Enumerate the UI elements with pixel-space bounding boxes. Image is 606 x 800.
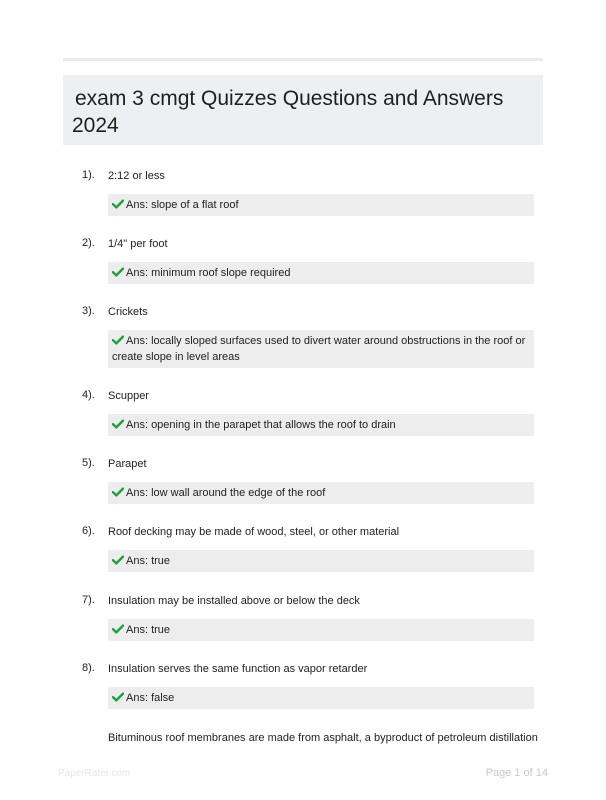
page-number: Page 1 of 14 xyxy=(485,767,548,779)
question-text: Scupper xyxy=(108,390,149,402)
answer-text: Ans: opening in the parapet that allows the roof to drain xyxy=(126,419,396,431)
question-number: 3). xyxy=(82,305,95,317)
trailing-question: Bituminous roof membranes are made from asphalt, a byproduct of petroleum distillation xyxy=(108,732,538,744)
question-number: 2). xyxy=(82,237,95,249)
question-text: Roof decking may be made of wood, steel, or other material xyxy=(108,526,400,538)
check-icon xyxy=(112,555,124,565)
check-icon xyxy=(112,692,124,702)
answer-text: Ans: false xyxy=(126,692,175,704)
question-text: Parapet xyxy=(108,458,147,470)
page-title: exam 3 cmgt Quizzes Questions and Answers 2024 xyxy=(72,87,504,137)
answer-box xyxy=(108,687,534,709)
answer-box xyxy=(108,482,534,504)
answer-text: Ans: low wall around the edge of the roof xyxy=(126,487,326,499)
question-text: Insulation serves the same function as vapor retarder xyxy=(108,663,368,675)
footer-watermark: PaperRater.com xyxy=(58,768,131,779)
answer-text: Ans: slope of a flat roof xyxy=(126,199,239,211)
answer-box xyxy=(108,619,534,641)
question-number: 8). xyxy=(82,662,95,674)
question-text: 1/4" per foot xyxy=(108,238,168,250)
answer-box xyxy=(108,550,534,572)
check-icon xyxy=(112,335,124,345)
question-number: 1). xyxy=(82,169,95,181)
question-number: 4). xyxy=(82,389,95,401)
check-icon xyxy=(112,624,124,634)
question-text: 2:12 or less xyxy=(108,170,165,182)
answer-box xyxy=(108,414,534,436)
answer-text: Ans: true xyxy=(126,555,171,567)
question-number: 6). xyxy=(82,525,95,537)
check-icon xyxy=(112,199,124,209)
answer-text: Ans: true xyxy=(126,624,171,636)
question-text: Insulation may be installed above or below the deck xyxy=(108,595,360,607)
question-number: 5). xyxy=(82,457,95,469)
question-text: Crickets xyxy=(108,306,148,318)
answer-text: Ans: locally sloped surfaces used to divert water around obstructions in the roof or create slope in level areas xyxy=(112,335,526,363)
check-icon xyxy=(112,487,124,497)
answer-box xyxy=(108,194,534,216)
answer-box xyxy=(108,330,534,368)
check-icon xyxy=(112,267,124,277)
check-icon xyxy=(112,419,124,429)
question-number: 7). xyxy=(82,594,95,606)
answer-text: Ans: minimum roof slope required xyxy=(126,267,291,279)
answer-box xyxy=(108,262,534,284)
